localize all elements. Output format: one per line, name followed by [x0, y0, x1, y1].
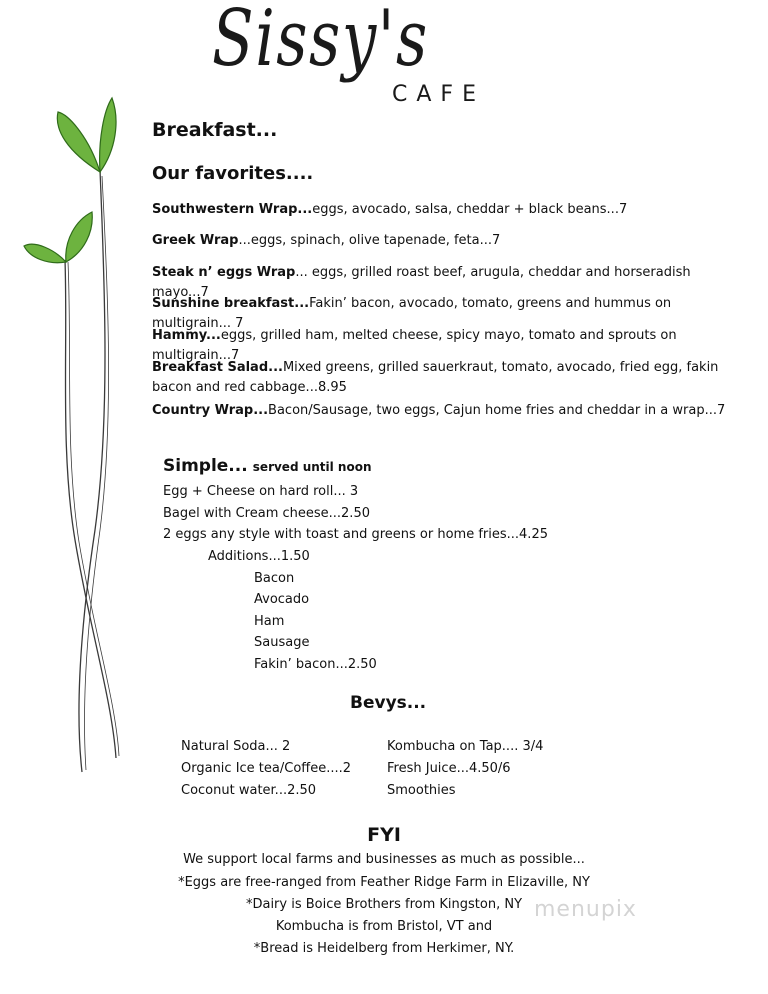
bevys-title: Bevys... [350, 693, 427, 713]
menu-item [152, 200, 732, 220]
menu-item-name: Country Wrap... [152, 403, 269, 418]
menu-item-name: Sunshine breakfast... [152, 296, 310, 311]
menu-item-desc: Bacon/Sausage, two eggs, Cajun home fries and cheddar in a wrap...7 [268, 403, 726, 418]
simple-item: Bagel with Cream cheese...2.50 [163, 506, 370, 521]
menu-item-name: Hammy... [152, 328, 221, 343]
menu-item [152, 358, 742, 398]
leaf-icon [100, 98, 116, 172]
menu-item-desc: ...eggs, spinach, olive tapenade, feta...7 [238, 233, 501, 248]
simple-heading [163, 456, 372, 476]
simple-item: Egg + Cheese on hard roll... 3 [163, 484, 359, 499]
bevy-item: Fresh Juice...4.50/6 [387, 761, 511, 776]
addition-item: Avocado [254, 592, 310, 607]
fyi-line: *Eggs are free-ranged from Feather Ridge Farm in Elizaville, NY [178, 875, 590, 890]
menu-item-desc: eggs, grilled ham, melted cheese, spicy mayo, tomato and sprouts on multigrain...7 [152, 328, 677, 363]
menu-item-desc: eggs, avocado, salsa, cheddar + black beans...7 [312, 202, 628, 217]
addition-item: Fakin’ bacon...2.50 [254, 657, 377, 672]
simple-title: Simple... [163, 456, 248, 476]
menu-item-name: Steak n’ eggs Wrap [152, 265, 296, 280]
menu-item-name: Greek Wrap [152, 233, 239, 248]
menu-item-desc: Fakin’ bacon, avocado, tomato, greens and hummus on multigrain... 7 [152, 296, 672, 331]
menu-item-desc: ... eggs, grilled roast beef, arugula, cheddar and horseradish mayo...7 [152, 265, 691, 300]
bevy-item: Organic Ice tea/Coffee....2 [181, 761, 352, 776]
addition-item: Ham [254, 614, 285, 629]
fyi-line: Kombucha is from Bristol, VT and [275, 919, 493, 934]
additions-label: Additions...1.50 [208, 549, 310, 564]
fyi-line: We support local farms and businesses as much as possible... [183, 852, 585, 867]
cafe-logo-script: Sissy's [212, 0, 429, 84]
menu-item [152, 401, 732, 421]
menu-item-desc: Mixed greens, grilled sauerkraut, tomato, avocado, fried egg, fakin bacon and red cabbage...8.95 [152, 360, 719, 395]
simple-subtitle: served until noon [252, 460, 372, 474]
bevy-item: Smoothies [387, 783, 456, 798]
watermark: menupix [534, 897, 637, 922]
addition-item: Bacon [254, 571, 295, 586]
favorites-title: Our favorites.... [152, 163, 314, 184]
simple-item: 2 eggs any style with toast and greens or home fries...4.25 [163, 527, 548, 542]
menu-item [152, 231, 732, 251]
bevy-item: Kombucha on Tap.... 3/4 [387, 739, 544, 754]
addition-item: Sausage [254, 635, 310, 650]
fyi-line: *Dairy is Boice Brothers from Kingston, NY [245, 897, 523, 912]
fyi-line: *Bread is Heidelberg from Herkimer, NY. [253, 941, 515, 956]
cafe-logo-sub: CAFE [392, 82, 485, 107]
bevy-item: Coconut water...2.50 [181, 783, 317, 798]
sprout-illustration [20, 90, 150, 790]
bevy-item: Natural Soda... 2 [181, 739, 291, 754]
leaf-icon [57, 112, 100, 172]
menu-item-name: Southwestern Wrap... [152, 202, 313, 217]
menu-item-name: Breakfast Salad... [152, 360, 283, 375]
leaf-icon [66, 212, 92, 262]
breakfast-title: Breakfast... [152, 119, 278, 141]
leaf-icon [24, 244, 66, 262]
fyi-title: FYI [367, 824, 401, 846]
